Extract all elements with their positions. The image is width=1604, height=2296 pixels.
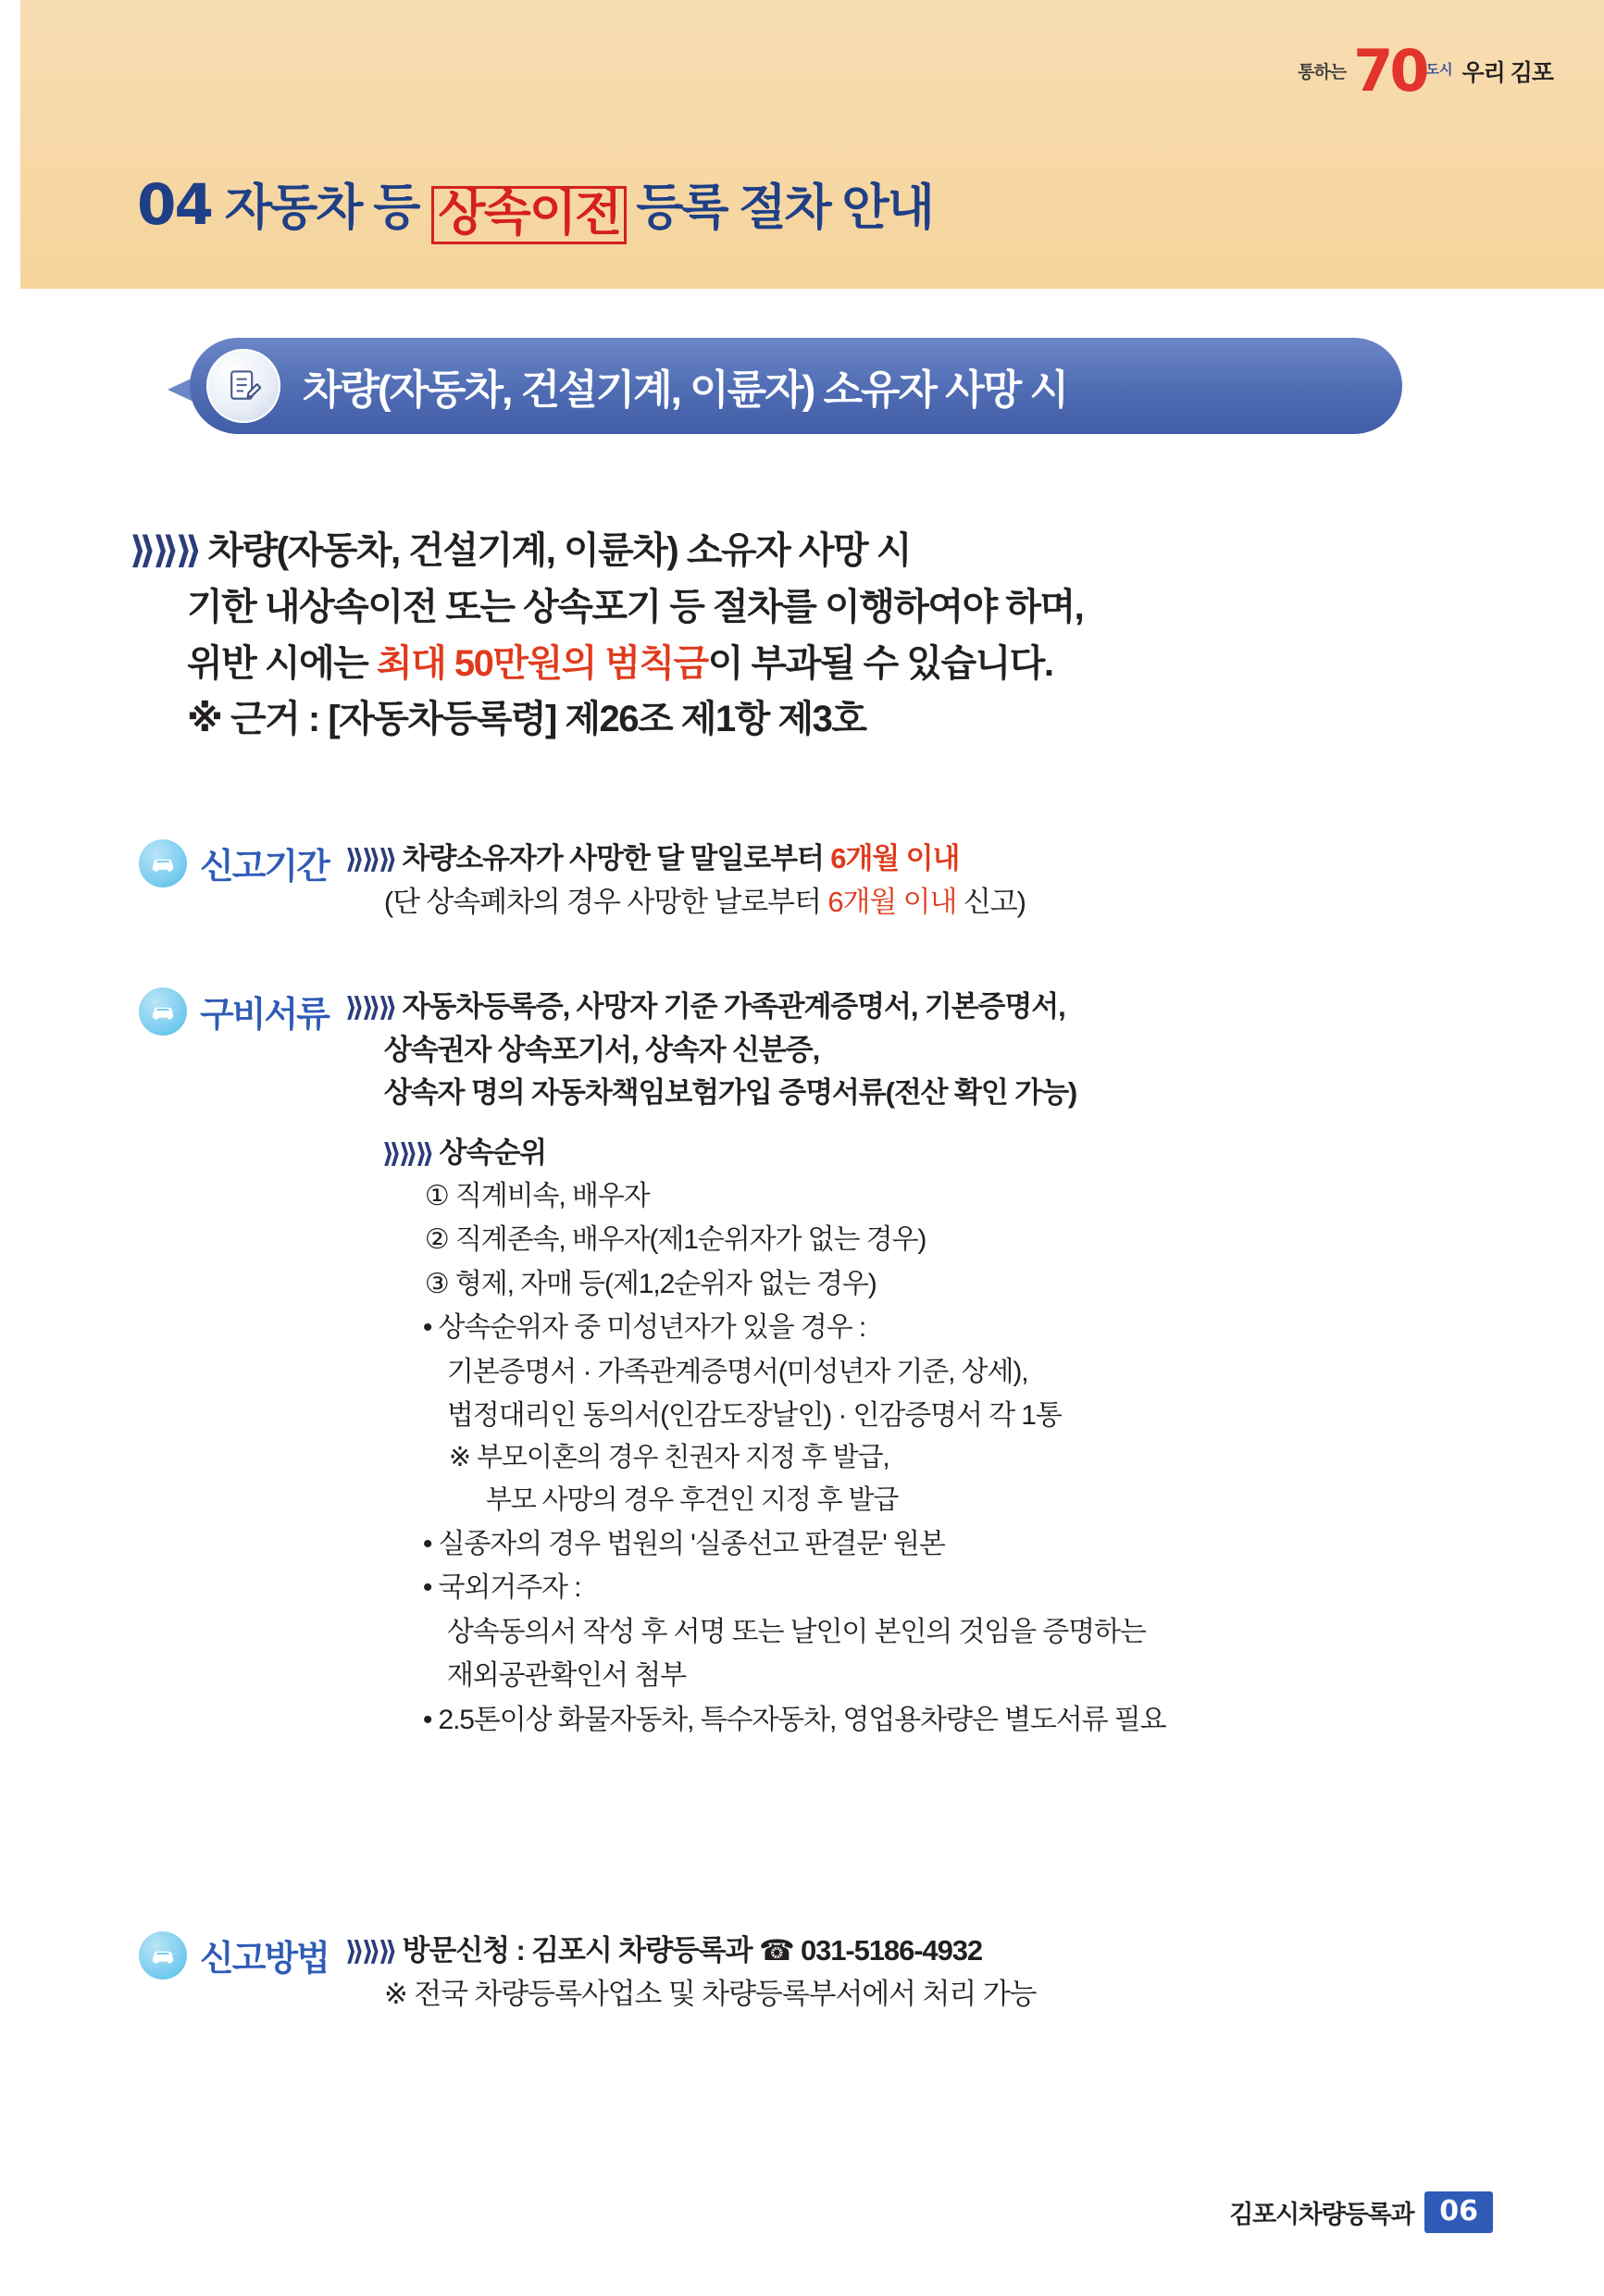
documents-bullet-1-sub-2: 법정대리인 동의서(인감도장날인) · 인감증명서 각 1통 — [446, 1399, 1062, 1431]
logo-tagline: 통하는 — [1298, 63, 1347, 83]
documents-line-2: 상속권자 상속포기서, 상속자 신분증, — [383, 1033, 820, 1066]
top-banner — [0, 0, 1604, 289]
documents-bullet-1-note-1: ※ 부모이혼의 경우 친권자 지정 후 발급, — [448, 1443, 889, 1473]
inheritance-order-title-text: 상속순위 — [439, 1136, 546, 1169]
page-title — [137, 168, 933, 239]
intro-line-1-text: 차량(자동차, 건설기계, 이륜차) 소유자 사망 시 — [207, 530, 911, 571]
section-label-required-documents: 구비서류 — [200, 996, 329, 1035]
car-circle-icon — [139, 839, 187, 887]
intro-line-2: 기한 내상속이전 또는 상속포기 등 절차를 이행하여야 하며, — [187, 586, 1084, 627]
intro-line-1 — [130, 523, 1499, 579]
kimpo-70-logo — [1298, 37, 1553, 105]
footer — [1229, 2191, 1493, 2233]
section-body-required-documents — [345, 986, 1166, 1742]
intro-block — [130, 523, 1499, 748]
intro-line-4-legal-basis: ※ 근거 : [자동차등록령] 제26조 제1항 제3호 — [187, 699, 866, 740]
report-period-line-2-pre: (단 상속폐차의 경우 사망한 날로부터 — [383, 885, 828, 918]
logo-number: 70 — [1353, 37, 1426, 105]
section-body-report-method — [345, 1930, 1037, 2016]
chevron-marker-icon: ⟫⟫⟫ — [344, 845, 395, 875]
documents-line-3: 상속자 명의 자동차책임보험가입 증명서류(전산 확인 가능) — [383, 1076, 1077, 1109]
documents-bullet-1: • 상속순위자 중 미성년자가 있을 경우 : — [422, 1312, 866, 1344]
report-period-line-1-red: 6개월 이내 — [830, 842, 960, 875]
report-period-line-2 — [345, 881, 1026, 925]
banner-left-margin — [0, 0, 20, 289]
intro-line-3-pre: 위반 시에는 — [187, 642, 377, 684]
chevron-marker-icon: ⟫⟫⟫ — [130, 530, 199, 571]
chevron-marker-icon: ⟫⟫⟫ — [381, 1138, 432, 1169]
documents-bullet-3-sub-1: 상속동의서 작성 후 서명 또는 날인이 본인의 것임을 증명하는 — [446, 1616, 1146, 1647]
section-required-documents — [139, 986, 1166, 1742]
page-title-part1: 자동차 등 — [224, 180, 419, 235]
car-circle-icon — [139, 1931, 187, 1980]
documents-bullet-3-sub-2: 재외공관확인서 첨부 — [446, 1660, 686, 1692]
car-circle-icon — [139, 987, 187, 1036]
report-period-line-1 — [345, 838, 1026, 881]
intro-line-3-penalty: 최대 50만원의 범칙금 — [376, 642, 708, 684]
documents-bullet-4: • 2.5톤이상 화물자동차, 특수자동차, 영업용차량은 별도서류 필요 — [422, 1704, 1166, 1735]
logo-dosi-label: 도시 — [1425, 62, 1453, 78]
section-body-report-period — [345, 838, 1026, 924]
page-title-highlight: 상속이전 — [431, 186, 627, 244]
section-report-method — [139, 1930, 1036, 2016]
page-title-part2: 등록 절차 안내 — [636, 180, 933, 235]
footer-department: 김포시차량등록과 — [1229, 2201, 1414, 2228]
report-period-line-2-post: 신고) — [956, 885, 1026, 918]
report-method-note: ※ 전국 차량등록사업소 및 차량등록부서에서 처리 가능 — [383, 1977, 1037, 2010]
pill-title-text: 차량(자동차, 건설기계, 이륜자) 소유자 사망 시 — [303, 367, 1067, 413]
chevron-marker-icon: ⟫⟫⟫ — [344, 993, 395, 1023]
page-title-number: 04 — [137, 172, 212, 238]
document-pen-icon — [206, 349, 280, 423]
documents-line-1-text: 자동차등록증, 사망자 기준 가족관계증명서, 기본증명서, — [402, 990, 1065, 1023]
pill-background — [190, 338, 1402, 434]
section-label-report-period: 신고기간 — [200, 848, 329, 887]
inheritance-order-item-3: ③ 형제, 자매 등(제1,2순위자 없는 경우) — [424, 1268, 877, 1299]
intro-line-3-post: 이 부과될 수 있습니다. — [707, 642, 1053, 684]
report-method-contact: 방문신청 : 김포시 차량등록과 ☎ 031-5186-4932 — [402, 1934, 982, 1967]
logo-city-label: 우리 김포 — [1461, 59, 1553, 86]
documents-line-1 — [345, 986, 1166, 1029]
documents-bullet-1-note-2: 부모 사망의 경우 후견인 지정 후 발급 — [485, 1485, 899, 1516]
report-method-line-1 — [345, 1930, 1037, 1973]
chevron-marker-icon: ⟫⟫⟫ — [344, 1937, 395, 1967]
documents-bullet-1-sub-1: 기본증명서 · 가족관계증명서(미성년자 기준, 상세), — [446, 1356, 1028, 1387]
inheritance-order-title — [345, 1132, 1166, 1175]
inheritance-order-item-2: ② 직계존속, 배우자(제1순위자가 없는 경우) — [424, 1224, 926, 1256]
report-period-line-1-pre: 차량소유자가 사망한 달 말일로부터 — [402, 842, 831, 875]
report-period-line-2-red: 6개월 이내 — [827, 885, 957, 918]
documents-bullet-2: • 실종자의 경우 법원의 '실종선고 판결문' 원본 — [422, 1528, 945, 1559]
inheritance-order-item-1: ① 직계비속, 배우자 — [424, 1181, 650, 1211]
section-report-period — [139, 838, 1026, 924]
section-heading-banner — [190, 338, 1402, 434]
footer-page-number: 06 — [1424, 2191, 1493, 2233]
documents-bullet-3: • 국외거주자 : — [422, 1572, 581, 1604]
section-label-report-method: 신고방법 — [200, 1940, 329, 1979]
intro-line-3 — [130, 636, 1499, 692]
